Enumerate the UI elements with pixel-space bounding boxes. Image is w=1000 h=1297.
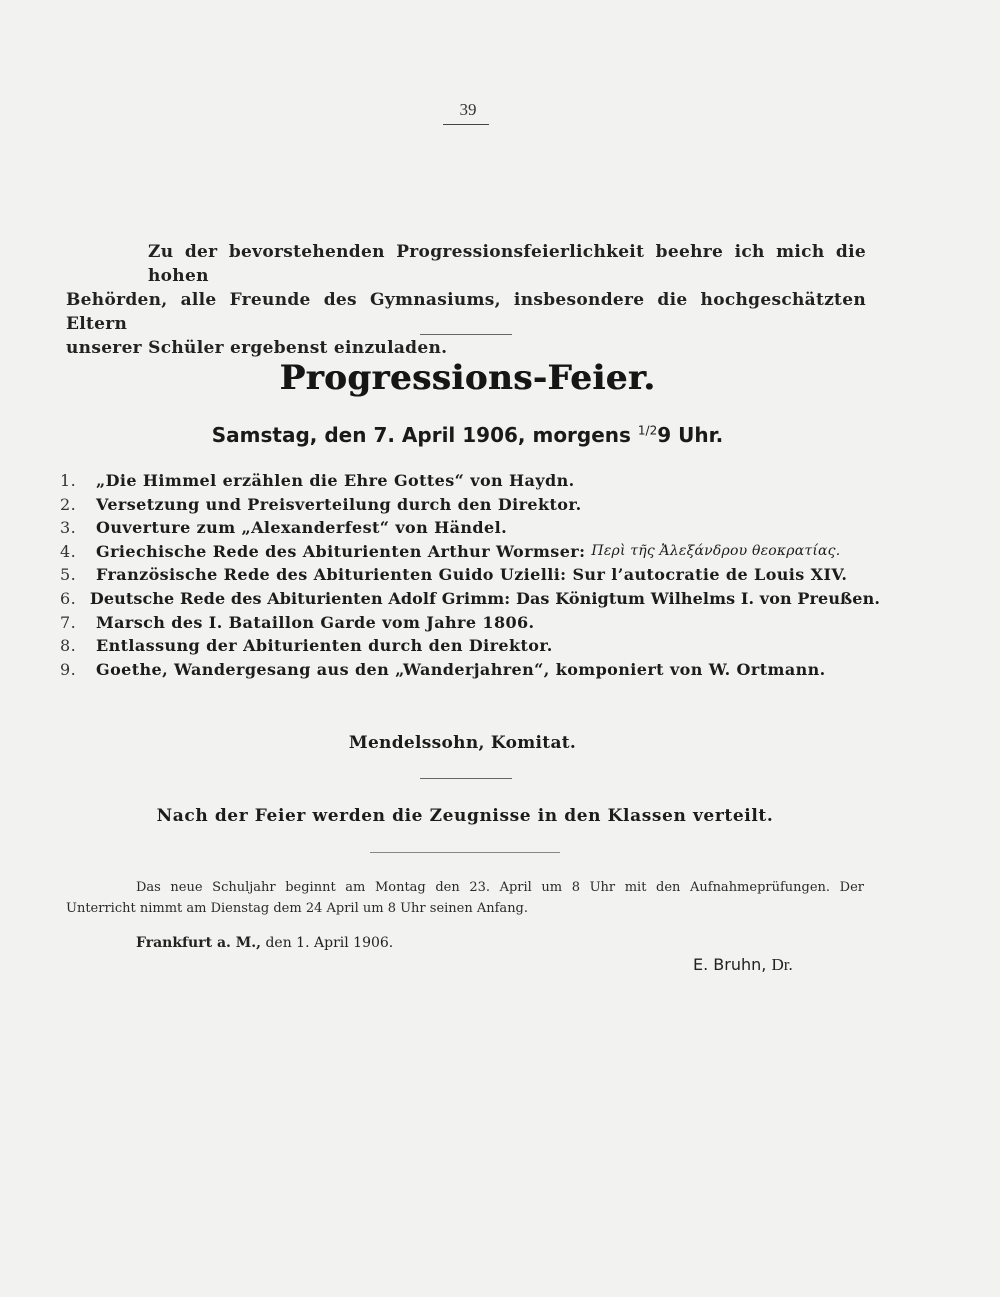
program-item-number: 7.: [60, 612, 77, 632]
program-item-greek-title: Περὶ τῆς Ἀλεξάνδρου θεοκρατίας.: [591, 542, 841, 559]
program-item: [60, 611, 880, 635]
program-item-number: 1.: [60, 471, 77, 490]
program-item: [60, 563, 880, 587]
invitation-line-2: Behörden, alle Freunde des Gymnasiums, insbesondere die hochgeschätzten Eltern: [66, 290, 866, 334]
program-item: [60, 540, 880, 564]
program-item: [60, 516, 880, 540]
invitation-paragraph: [66, 240, 866, 360]
program-item-text: Französische Rede des Abiturienten Guido Uzielli: Sur l’autocratie de Louis XIV.: [96, 565, 848, 585]
program-item: [60, 658, 880, 682]
invitation-line-1: Zu der bevorstehenden Progressionsfeierlichkeit beehre ich mich die hohen: [148, 242, 866, 286]
program-item-text: Marsch des I. Bataillon Garde vom Jahre 1806.: [96, 612, 535, 632]
program-item: [60, 493, 880, 517]
signature-name: E. Bruhn,: [693, 955, 767, 974]
event-date-hour: 9 Uhr.: [657, 423, 724, 447]
program-item: [60, 634, 880, 658]
program-item-number: 3.: [60, 518, 77, 538]
signature-title: Dr.: [771, 955, 793, 974]
divider-rule: [370, 852, 560, 853]
event-date-text: Samstag, den 7. April 1906, morgens: [211, 423, 631, 447]
page-number-underline: [443, 124, 489, 125]
program-item-number: 2.: [60, 494, 77, 514]
program-item-number: 5.: [60, 565, 77, 585]
school-year-notice-line-2: Unterricht nimmt am Dienstag dem 24 April um 8 Uhr seinen Anfang.: [66, 901, 529, 916]
program-item-number: 9.: [60, 659, 77, 679]
program-item-text: Goethe, Wandergesang aus den „Wanderjahren“, komponiert von W. Ortmann.: [96, 659, 826, 679]
program-item-text: Griechische Rede des Abiturienten Arthur Wormser:: [96, 541, 586, 561]
place-city: Frankfurt a. M.,: [136, 935, 262, 951]
program-item-text: Ouverture zum „Alexanderfest“ von Händel.: [96, 518, 508, 538]
certificate-notice: Nach der Feier werden die Zeugnisse in den Klassen verteilt.: [156, 806, 774, 826]
program-list: [60, 469, 880, 681]
event-title: Progressions-Feier.: [279, 358, 656, 398]
program-item-text: Versetzung und Preisverteilung durch den Direktor.: [96, 494, 582, 514]
program-item-number: 4.: [60, 541, 77, 561]
school-year-notice-line-1: Das neue Schuljahr beginnt am Montag den 23. April um 8 Uhr mit den Aufnahmeprüfungen. Der: [136, 880, 864, 895]
choir-credit: Mendelssohn, Komitat.: [348, 733, 577, 753]
place-and-date: [136, 935, 393, 951]
program-item-number: 8.: [60, 636, 77, 656]
program-item-text: „Die Himmel erzählen die Ehre Gottes“ von Haydn.: [96, 471, 575, 490]
program-item-text: Deutsche Rede des Abiturienten Adolf Grimm: Das Königtum Wilhelms I. von Preußen.: [89, 588, 880, 608]
divider-rule: [420, 778, 512, 779]
page-number: 39: [459, 100, 477, 119]
event-date: [0, 423, 935, 447]
signature: [693, 955, 793, 975]
divider-rule: [420, 334, 512, 335]
program-item-number: 6.: [60, 588, 77, 608]
invitation-line-3: unserer Schüler ergebenst einzuladen.: [66, 338, 448, 358]
event-date-fraction: 1/2: [637, 423, 658, 438]
place-date: den 1. April 1906.: [265, 935, 394, 951]
school-year-notice: [66, 877, 864, 919]
program-item: [60, 469, 880, 493]
program-item-text: Entlassung der Abiturienten durch den Direktor.: [96, 636, 553, 656]
program-item: [60, 587, 880, 611]
